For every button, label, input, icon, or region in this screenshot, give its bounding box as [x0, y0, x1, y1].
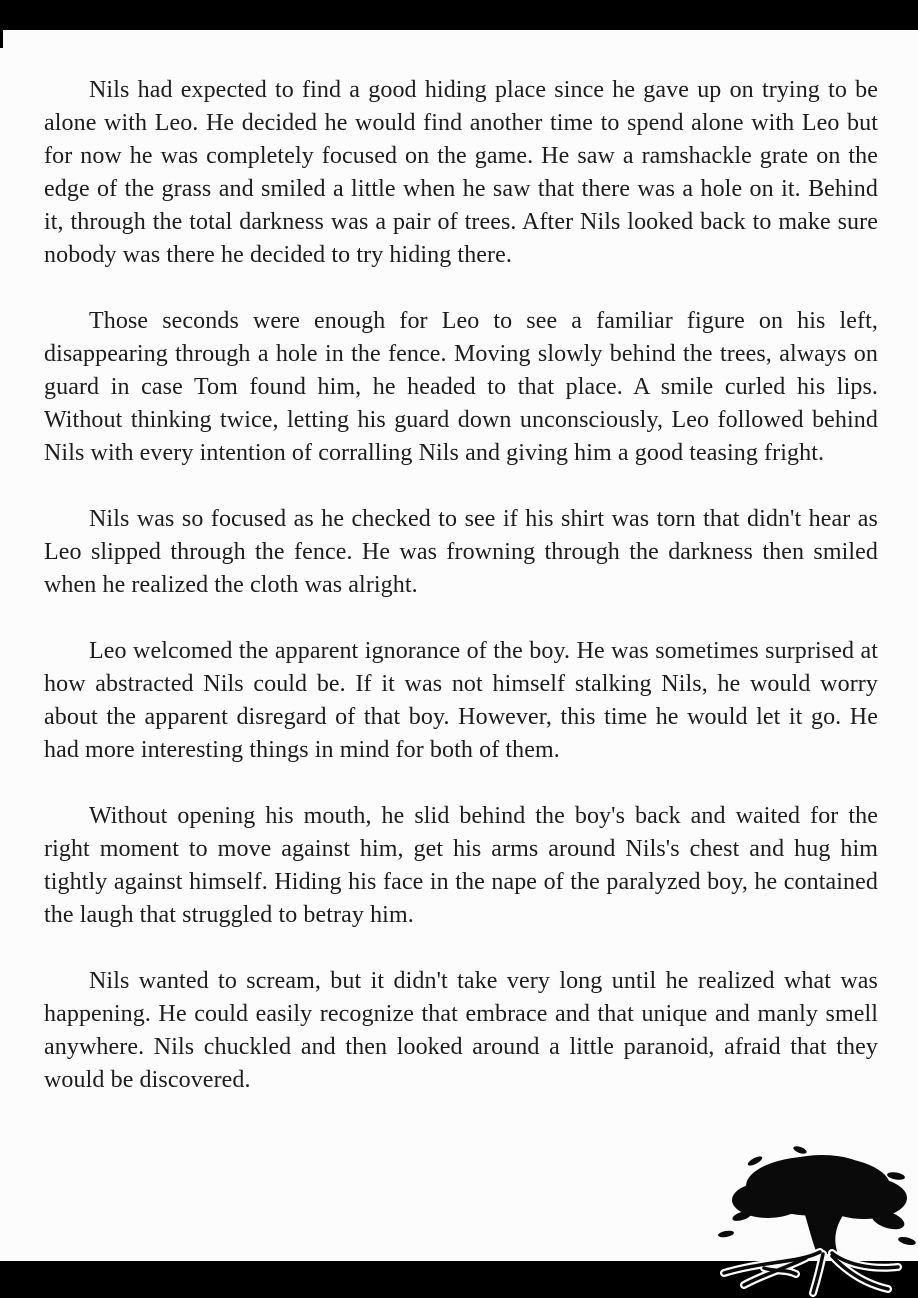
paragraph: Nils had expected to find a good hiding place since he gave up on trying to be alone with Leo. He decided he would find another time to spend alone with Leo but for now he was completely focused on the game. He saw a ramshackle grate on the edge of the grass and smiled a little when he saw that there was a hole on it. Behind it, through the total darkness was a pair of trees. After Nils looked back to make sure nobody was there he decided to try hiding there. [44, 77, 878, 268]
paragraph: Leo welcomed the apparent ignorance of the boy. He was sometimes surprised at how abstracted Nils could be. If it was not himself stalking Nils, he would worry about the apparent disregard of that boy. However, this time he would let it go. He had more interesting things in mind for both of them. [44, 638, 878, 763]
paragraph: Nils was so focused as he checked to see if his shirt was torn that didn't hear as Leo slipped through the fence. He was frowning through the darkness then smiled when he realized the cloth was alright. [44, 506, 878, 598]
bottom-black-bar [0, 1261, 918, 1298]
paragraph: Without opening his mouth, he slid behind the boy's back and waited for the right moment to move against him, get his arms around Nils's chest and hug him tightly against himself. Hiding his face in the nape of the paralyzed boy, he contained the laugh that struggled to betray him. [44, 803, 878, 928]
top-black-bar [0, 0, 918, 30]
left-edge-mark [0, 30, 3, 48]
story-text [44, 74, 878, 1130]
paragraph: Nils wanted to scream, but it didn't take very long until he realized what was happening. He could easily recognize that embrace and that unique and manly smell anywhere. Nils chuckled and then looked around a little paranoid, afraid that they would be discovered. [44, 968, 878, 1093]
paragraph: Those seconds were enough for Leo to see a familiar figure on his left, disappearing through a hole in the fence. Moving slowly behind the trees, always on guard in case Tom found him, he headed to that place. A smile curled his lips. Without thinking twice, letting his guard down unconsciously, Leo followed behind Nils with every intention of corralling Nils and giving him a good teasing fright. [44, 308, 878, 466]
